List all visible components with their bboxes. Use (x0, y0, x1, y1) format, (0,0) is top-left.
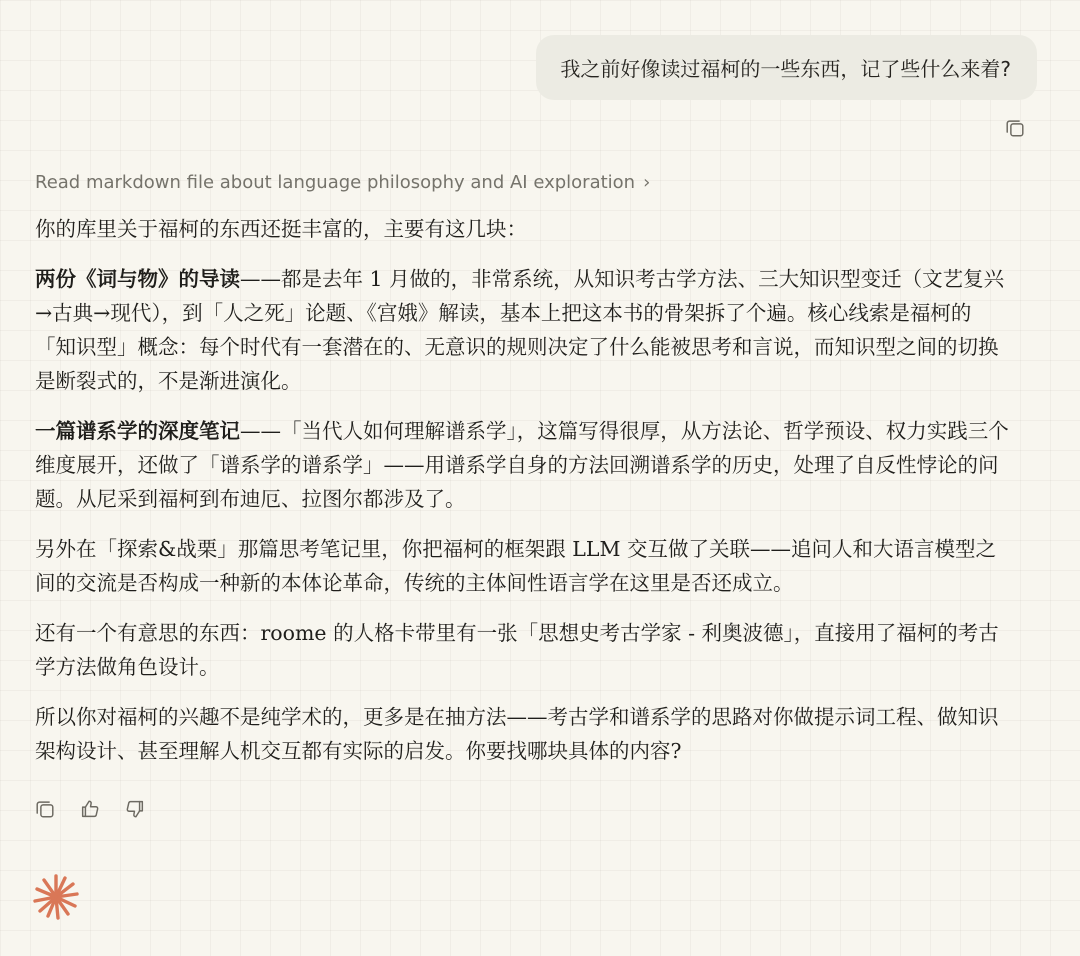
response-paragraph-2 (35, 414, 1010, 516)
response-paragraph-4: 还有一个有意思的东西：roome 的人格卡带里有一张「思想史考古学家 - 利奥波德」，直接用了福柯的考古学方法做角色设计。 (35, 621, 999, 679)
message-actions (32, 796, 148, 822)
user-message-text: 我之前好像读过福柯的一些东西，记了些什么来着? (560, 57, 1011, 81)
chevron-right-icon: › (643, 172, 651, 193)
response-paragraph-1 (35, 262, 1010, 398)
user-message-bubble (536, 35, 1037, 100)
sparkle-logo-icon (32, 873, 80, 921)
copy-icon[interactable] (1002, 115, 1028, 141)
paragraph-2-body: ——「当代人如何理解谱系学」，这篇写得很厚，从方法论、哲学预设、权力实践三个维度展开，还做了「谱系学的谱系学」——用谱系学自身的方法回溯谱系学的历史，处理了自反性悖论的问题。从尼采到福柯到布迪厄、拉图尔都涉及了。 (35, 419, 1009, 511)
paragraph-2-heading: 一篇谱系学的深度笔记 (35, 419, 240, 443)
thumbs-up-icon[interactable] (77, 796, 103, 822)
tool-call-summary[interactable] (35, 172, 650, 193)
response-paragraph-3: 另外在「探索&战栗」那篇思考笔记里，你把福柯的框架跟 LLM 交互做了关联——追问人和大语言模型之间的交流是否构成一种新的本体论革命，传统的主体间性语言学在这里是否还成立。 (35, 537, 996, 595)
response-paragraph-5: 所以你对福柯的兴趣不是纯学术的，更多是在抽方法——考古学和谱系学的思路对你做提示词工程、做知识架构设计、甚至理解人机交互都有实际的启发。你要找哪块具体的内容? (35, 705, 999, 763)
assistant-response (35, 212, 1010, 784)
copy-icon[interactable] (32, 796, 58, 822)
paragraph-1-heading: 两份《词与物》的导读 (35, 267, 240, 291)
thumbs-down-icon[interactable] (122, 796, 148, 822)
paragraph-1-body: ——都是去年 1 月做的，非常系统，从知识考古学方法、三大知识型变迁（文艺复兴→古典→现代），到「人之死」论题、《宫娥》解读，基本上把这本书的骨架拆了个遍。核心线索是福柯的「知识型」概念：每个时代有一套潜在的、无意识的规则决定了什么能被思考和言说，而知识型之间的切换是断裂式的，不是渐进演化。 (35, 267, 1005, 393)
tool-call-label: Read markdown file about language philosophy and AI exploration (35, 172, 636, 193)
response-intro: 你的库里关于福柯的东西还挺丰富的，主要有这几块： (35, 217, 527, 241)
